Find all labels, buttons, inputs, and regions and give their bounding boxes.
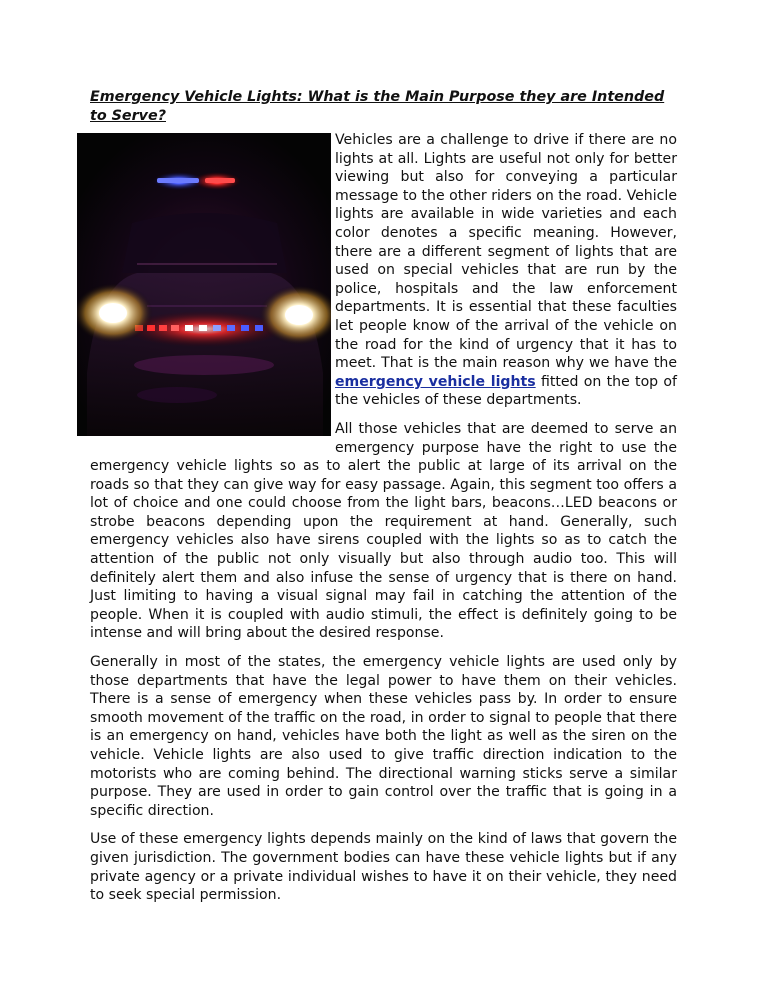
paragraph-2: All those vehicles that are deemed to serve an emergency purpose have the right to use the emergency vehicle lights so as to alert the public at large of its arrival on the roads so that they can give way for easy passage. Again, this segment too offers a lot of choice and one could choose from the light bars, beacons…LED beacons or strobe beacons depending upon the requirement at hand. Generally, such emergency vehicles also have sirens coupled with the lights so as to catch the attention of the public not only visually but also through audio too. This will definitely alert them and also infuse the sense of urgency that is there on hand. Just limiting to having a visual signal may fail in catching the attention of the people. When it is coupled with audio stimuli, the effect is definitely going to be intense and will bring about the desired response. — [90, 420, 677, 642]
paragraph-4: Use of these emergency lights depends mainly on the kind of laws that govern the given jurisdiction. The government bodies can have these vehicle lights but if any private agency or a private individual wishes to have it on their vehicle, they need to seek special permission. — [90, 831, 677, 904]
paragraph-1-text-end: fitted on the top of the vehicles of these departments. — [335, 373, 678, 409]
police-car-photo — [77, 133, 331, 436]
paragraph-3: Generally in most of the states, the emergency vehicle lights are used only by those departments that have the legal power to have them on their vehicles. There is a sense of emergency when these vehicles pass by. In order to ensure smooth movement of the traffic on the road, in order to signal to people that there is an emergency on hand, vehicles have both the light as well as the siren on the vehicle. Vehicle lights are also used to give traffic direction indication to the motorists who are coming behind. The directional warning sticks serve a similar purpose. They are used in order to gain control over the traffic that is going in a specific direction. — [90, 654, 677, 819]
emergency-vehicle-lights-link[interactable]: emergency vehicle lights — [335, 373, 536, 390]
document-title: Emergency Vehicle Lights: What is the Main Purpose they are Intended to Serve? — [90, 89, 665, 124]
document-body — [90, 88, 677, 915]
paragraph-1-text-start: Vehicles are a challenge to drive if there are no lights at all. Lights are useful not only for better viewing but also for conveying a particular message to the other riders on the road. Vehicle lights are available in wide varieties and each color denotes a specific meaning. However, there are a different segment of lights that are used on special vehicles that are run by the police, hospitals and the law enforcement departments. It is essential that these faculties let people know of the arrival of the vehicle on the road for the kind of urgency that it has to meet. That is the main reason why we have the — [335, 132, 677, 372]
